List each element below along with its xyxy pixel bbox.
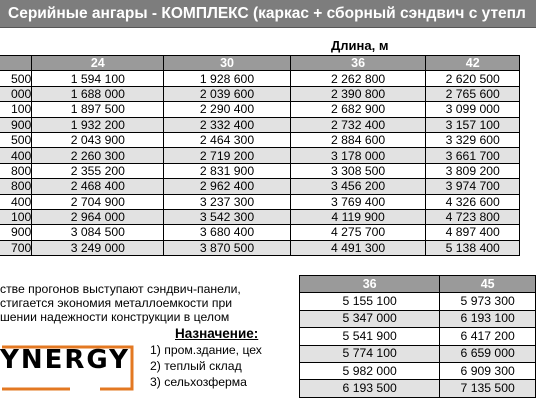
table-cell: 400 <box>0 194 32 209</box>
table-cell: 4 723 800 <box>426 209 520 224</box>
table-cell: 2 620 500 <box>426 71 520 86</box>
price-table <box>0 55 520 256</box>
table-cell: 2 332 400 <box>164 117 290 132</box>
table-cell: 7 135 500 <box>440 380 536 397</box>
logo-text: YNERGY <box>0 345 130 375</box>
table-cell: 100 <box>0 102 32 117</box>
table-cell: 6 193 100 <box>440 310 536 327</box>
table-cell: 1 897 500 <box>32 102 164 117</box>
table-cell: 900 <box>0 225 32 240</box>
table-row <box>0 225 520 240</box>
table-cell: 3 680 400 <box>164 225 290 240</box>
table-cell: 5 541 900 <box>300 328 440 345</box>
table-cell: 1 932 200 <box>32 117 164 132</box>
table-cell: 1 688 000 <box>32 86 164 101</box>
table-cell: 2 468 400 <box>32 179 164 194</box>
table-cell: 800 <box>0 179 32 194</box>
table-cell: 000 <box>0 86 32 101</box>
column-header <box>0 56 32 71</box>
table-cell: 2 039 600 <box>164 86 290 101</box>
column-header: 42 <box>426 56 520 71</box>
table-cell: 3 237 300 <box>164 194 290 209</box>
table-cell: 2 464 300 <box>164 132 290 147</box>
table-cell: 3 661 700 <box>426 148 520 163</box>
table-row <box>300 345 536 362</box>
table-cell: 5 774 100 <box>300 345 440 362</box>
table-row <box>300 328 536 345</box>
table-cell: 3 542 300 <box>164 209 290 224</box>
table-cell: 2 719 200 <box>164 148 290 163</box>
column-header: 36 <box>290 56 426 71</box>
table-cell: 4 897 400 <box>426 225 520 240</box>
table-cell: 2 704 900 <box>32 194 164 209</box>
table-cell: 4 275 700 <box>290 225 426 240</box>
table-cell: 100 <box>0 209 32 224</box>
table-cell: 2 355 200 <box>32 163 164 178</box>
table-cell: 2 884 600 <box>290 132 426 147</box>
table-cell: 2 260 300 <box>32 148 164 163</box>
table-row <box>0 102 520 117</box>
purpose-heading: Назначение: <box>175 326 259 341</box>
table-cell: 5 973 300 <box>440 293 536 310</box>
table-cell: 5 347 000 <box>300 310 440 327</box>
table-cell: 6 909 300 <box>440 362 536 379</box>
table-cell: 3 099 000 <box>426 102 520 117</box>
table-cell: 2 262 800 <box>290 71 426 86</box>
purpose-block <box>150 326 262 390</box>
table-row <box>0 132 520 147</box>
table-cell: 800 <box>0 163 32 178</box>
table-cell: 1 928 600 <box>164 71 290 86</box>
table-row <box>300 310 536 327</box>
table-header-row <box>300 276 536 293</box>
table-row <box>300 293 536 310</box>
table-row <box>0 209 520 224</box>
table-cell: 3 456 200 <box>290 179 426 194</box>
table-cell: 2 390 800 <box>290 86 426 101</box>
table-cell: 1 594 100 <box>32 71 164 86</box>
table-header-row <box>0 56 520 71</box>
length-label: Длина, м <box>331 38 389 53</box>
purpose-item: 3) сельхозферма <box>150 375 247 389</box>
table-cell: 2 831 900 <box>164 163 290 178</box>
table-row <box>0 86 520 101</box>
table-cell: 2 043 900 <box>32 132 164 147</box>
table-cell: 2 765 600 <box>426 86 520 101</box>
column-header: 36 <box>300 276 440 293</box>
table-cell: 2 682 900 <box>290 102 426 117</box>
table-row <box>300 362 536 379</box>
table-cell: 3 157 100 <box>426 117 520 132</box>
table-cell: 5 138 400 <box>426 240 520 255</box>
page-title: Серийные ангары - КОМПЛЕКС (каркас + сборный сэндвич с утепл <box>0 0 536 28</box>
table-cell: 5 982 000 <box>300 362 440 379</box>
table-cell: 5 155 100 <box>300 293 440 310</box>
table-cell: 500 <box>0 132 32 147</box>
table-cell: 2 732 400 <box>290 117 426 132</box>
table-cell: 4 119 900 <box>290 209 426 224</box>
column-header: 45 <box>440 276 536 293</box>
note-line: шении надежности конструкции в целом <box>0 310 230 324</box>
table-row <box>0 163 520 178</box>
table-cell: 700 <box>0 240 32 255</box>
table-cell: 3 249 000 <box>32 240 164 255</box>
price-table-lower <box>299 275 536 398</box>
table-cell: 3 329 600 <box>426 132 520 147</box>
column-header: 24 <box>32 56 164 71</box>
table-row <box>0 148 520 163</box>
table-cell: 4 326 600 <box>426 194 520 209</box>
table-row <box>0 117 520 132</box>
table-cell: 3 870 500 <box>164 240 290 255</box>
table-cell: 2 290 400 <box>164 102 290 117</box>
table-cell: 2 964 000 <box>32 209 164 224</box>
table-cell: 6 659 000 <box>440 345 536 362</box>
table-cell: 400 <box>0 148 32 163</box>
table-cell: 6 417 200 <box>440 328 536 345</box>
table-cell: 3 974 700 <box>426 179 520 194</box>
table-row <box>0 194 520 209</box>
table-cell: 900 <box>0 117 32 132</box>
table-row <box>0 179 520 194</box>
table-row <box>0 71 520 86</box>
table-cell: 500 <box>0 71 32 86</box>
table-cell: 3 084 500 <box>32 225 164 240</box>
table-cell: 6 193 500 <box>300 380 440 397</box>
table-row <box>0 240 520 255</box>
purpose-item: 1) пром.здание, цех <box>150 343 262 357</box>
table-cell: 3 809 200 <box>426 163 520 178</box>
table-row <box>300 380 536 397</box>
note-line: стигается экономия металлоемкости при <box>0 296 233 310</box>
table-cell: 4 491 300 <box>290 240 426 255</box>
note-line: стве прогонов выступают сэндвич-панели, <box>0 282 241 296</box>
column-header: 30 <box>164 56 290 71</box>
note-text <box>0 282 298 324</box>
table-cell: 2 962 400 <box>164 179 290 194</box>
purpose-item: 2) теплый склад <box>150 359 242 373</box>
table-cell: 3 178 000 <box>290 148 426 163</box>
table-cell: 3 308 500 <box>290 163 426 178</box>
table-cell: 3 769 400 <box>290 194 426 209</box>
